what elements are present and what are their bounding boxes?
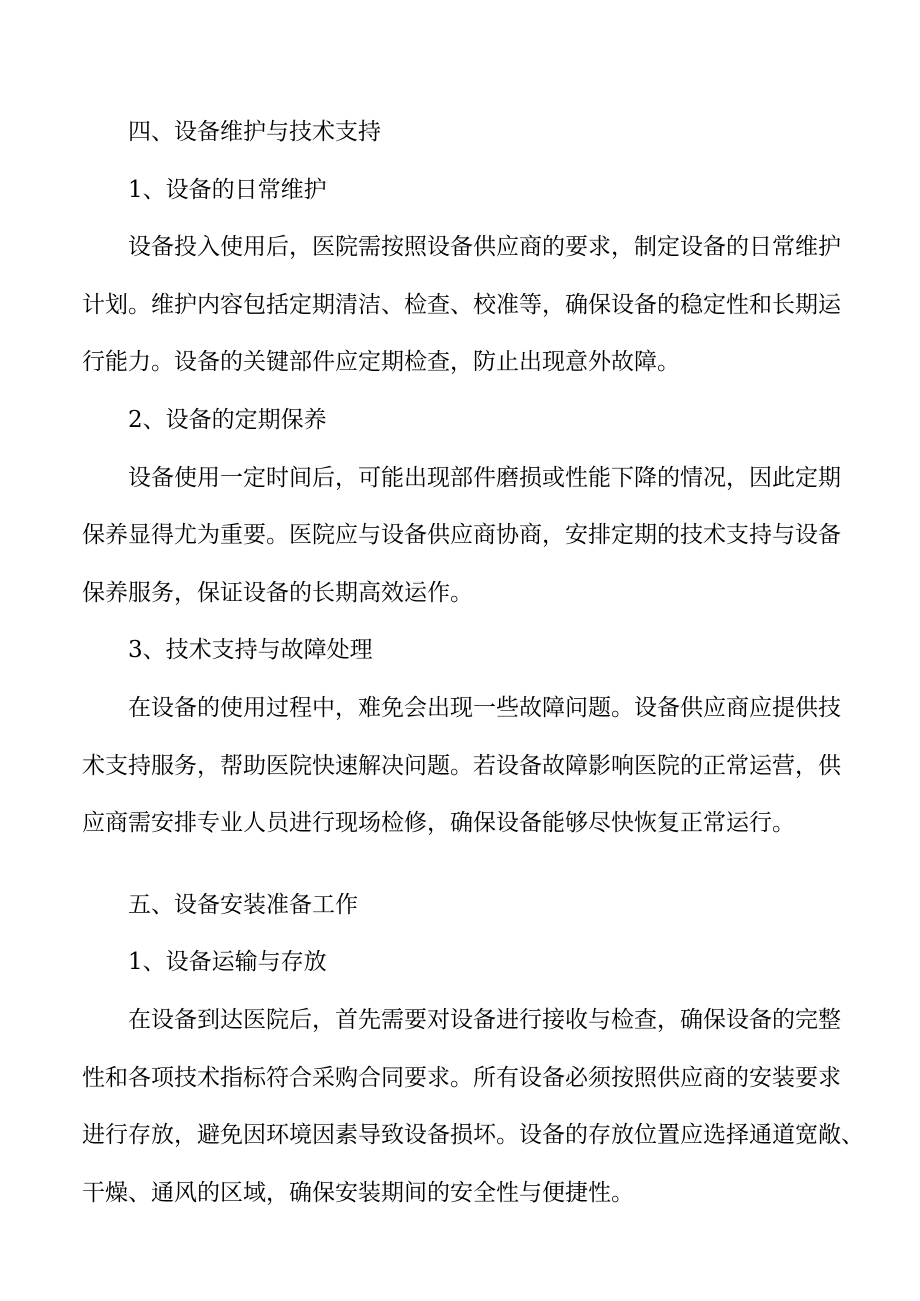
section-spacer	[82, 853, 842, 877]
paragraph-line: 在设备到达医院后，首先需要对设备进行接收与检查，确保设备的完整	[128, 1006, 841, 1033]
paragraph-line: 干燥、通风的区域，确保安装期间的安全性与便捷性。	[82, 1179, 634, 1206]
paragraph-line: 性和各项技术指标符合采购合同要求。所有设备必须按照供应商的安装要求	[82, 1064, 841, 1091]
paragraph	[82, 992, 864, 1222]
paragraph-line: 设备投入使用后，医院需按照设备供应商的要求，制定设备的日常维护	[128, 234, 841, 261]
section-heading: 四、设备维护与技术支持	[128, 119, 381, 145]
paragraph	[82, 450, 842, 623]
section-heading: 五、设备安装准备工作	[128, 891, 358, 918]
paragraph-line: 进行存放，避免因环境因素导致设备损坏。设备的存放位置应选择通道宽敞、	[82, 1122, 864, 1149]
subsection-heading: 3、技术支持与故障处理	[128, 637, 373, 664]
paragraph-line: 应商需安排专业人员进行现场检修，确保设备能够尽快恢复正常运行。	[82, 810, 795, 837]
paragraph-line: 行能力。设备的关键部件应定期检查，防止出现意外故障。	[82, 349, 680, 376]
paragraph-line: 计划。维护内容包括定期清洁、检查、校准等，确保设备的稳定性和长期运	[82, 291, 841, 318]
paragraph	[82, 680, 842, 853]
paragraph-line: 术支持服务，帮助医院快速解决问题。若设备故障影响医院的正常运营，供	[82, 752, 841, 779]
paragraph-line: 在设备的使用过程中，难免会出现一些故障问题。设备供应商应提供技	[128, 694, 841, 721]
subsection-heading: 1、设备运输与存放	[128, 949, 327, 976]
document-body	[82, 104, 864, 1222]
paragraph-line: 保养显得尤为重要。医院应与设备供应商协商，安排定期的技术支持与设备	[82, 522, 841, 549]
paragraph-line: 保养服务，保证设备的长期高效运作。	[82, 579, 473, 606]
paragraph-line: 设备使用一定时间后，可能出现部件磨损或性能下降的情况，因此定期	[128, 464, 841, 491]
paragraph	[82, 219, 842, 392]
subsection-heading: 2、设备的定期保养	[128, 406, 327, 433]
subsection-heading: 1、设备的日常维护	[128, 176, 327, 203]
